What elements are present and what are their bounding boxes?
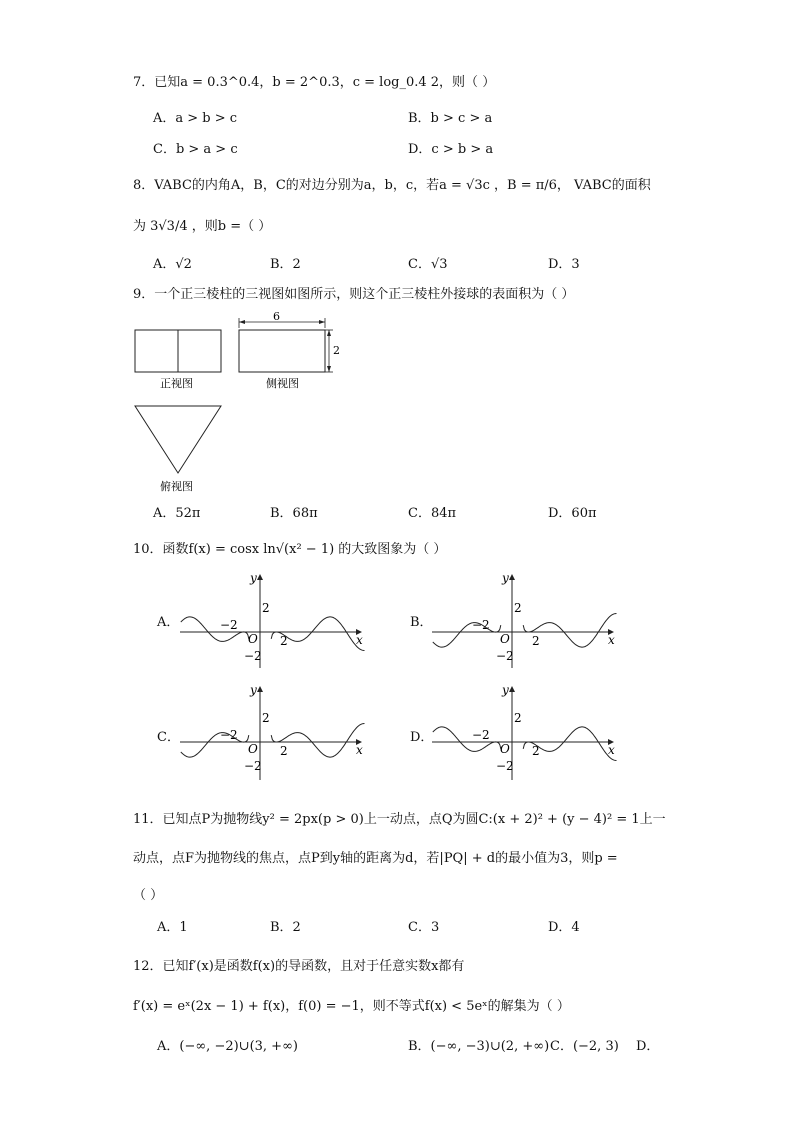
x-axis-label: x — [608, 743, 615, 757]
q10-stem: 10．函数f(x) = cosx ln√(x² − 1) 的大致图象为（ ） — [133, 542, 447, 557]
q7-option-c: C．b > a > c — [153, 142, 238, 157]
q10-graph-d — [430, 682, 620, 782]
q11-stem-line2: 动点，点F为抛物线的焦点，点P到y轴的距离为d，若|PQ| + d的最小值为3，则p = — [133, 851, 618, 866]
x-tick-pos: 2 — [532, 744, 540, 758]
y-tick-pos: 2 — [262, 601, 270, 615]
x-axis-label: x — [356, 633, 363, 647]
function-curve — [433, 727, 501, 752]
origin-label: O — [248, 632, 258, 646]
three-view-figure — [128, 308, 368, 508]
y-axis-label: y — [250, 683, 257, 697]
q9-option-c: C．84π — [408, 506, 457, 521]
y-tick-pos: 2 — [514, 601, 522, 615]
q9-option-b: B．68π — [270, 506, 318, 521]
q12-stem-line1: 12．已知f′(x)是函数f(x)的导函数，且对于任意实数x都有 — [133, 959, 465, 974]
q10-option-c-label: C． — [157, 730, 180, 745]
x-tick-pos: 2 — [280, 634, 288, 648]
side-view-height-label: 2 — [333, 344, 340, 357]
q12-option-b: B．(−∞, −3)∪(2, +∞) — [408, 1039, 550, 1054]
q9-stem: 9．一个正三棱柱的三视图如图所示，则这个正三棱柱外接球的表面积为（ ） — [133, 287, 575, 302]
y-tick-neg: −2 — [496, 759, 514, 773]
y-axis-label: y — [502, 571, 509, 585]
y-axis-label: y — [250, 571, 257, 585]
origin-label: O — [500, 742, 510, 756]
x-tick-neg: −2 — [472, 618, 490, 632]
x-axis-label: x — [608, 633, 615, 647]
function-curve — [433, 623, 501, 648]
q10-option-d-label: D． — [410, 730, 434, 745]
q10-graph-c — [178, 682, 368, 782]
y-tick-neg: −2 — [244, 649, 262, 663]
q8-option-c: C．√3 — [408, 257, 448, 272]
q12-option-d: D． — [636, 1039, 660, 1054]
q11-stem-line1: 11．已知点P为抛物线y² = 2px(p > 0)上一动点，点Q为圆C:(x + 2)² + (y − 4)² = 1上一 — [133, 812, 666, 827]
q8-option-a: A．√2 — [153, 257, 192, 272]
q8-option-d: D．3 — [548, 257, 580, 272]
q10-graph-b — [430, 570, 620, 670]
q12-option-a: A．(−∞, −2)∪(3, +∞) — [157, 1039, 298, 1054]
q9-option-a: A．52π — [153, 506, 201, 521]
q7-stem: 7．已知a = 0.3^0.4，b = 2^0.3，c = log_0.4 2，则（ ） — [133, 75, 496, 90]
function-curve — [181, 617, 249, 642]
side-view-width-label: 6 — [273, 310, 280, 323]
q7-option-b: B．b > c > a — [408, 111, 493, 126]
side-view-label: 侧视图 — [266, 377, 299, 390]
q10-option-b-label: B． — [410, 615, 433, 630]
x-axis-label: x — [356, 743, 363, 757]
y-tick-pos: 2 — [514, 711, 522, 725]
y-tick-pos: 2 — [262, 711, 270, 725]
function-curve — [181, 733, 249, 758]
q9-option-d: D．60π — [548, 506, 597, 521]
q7-option-d: D．c > b > a — [408, 142, 494, 157]
origin-label: O — [248, 742, 258, 756]
q10-option-a-label: A． — [157, 615, 180, 630]
q7-option-a: A．a > b > c — [153, 111, 238, 126]
top-view — [135, 406, 221, 473]
origin-label: O — [500, 632, 510, 646]
x-tick-neg: −2 — [220, 728, 238, 742]
q8-stem-line1: 8．VABC的内角A，B，C的对边分别为a，b，c，若a = √3c ，B = π/6， VABC的面积 — [133, 178, 651, 193]
q11-option-b: B．2 — [270, 920, 301, 935]
y-tick-neg: −2 — [244, 759, 262, 773]
top-view-label: 俯视图 — [160, 480, 193, 493]
q11-option-c: C．3 — [408, 920, 440, 935]
q12-option-c: C．(−2, 3) — [550, 1039, 619, 1054]
side-view — [239, 330, 325, 372]
q11-stem-line3: （ ） — [133, 888, 164, 903]
q11-option-a: A．1 — [157, 920, 188, 935]
x-tick-pos: 2 — [532, 634, 540, 648]
y-tick-neg: −2 — [496, 649, 514, 663]
front-view-label: 正视图 — [160, 377, 193, 390]
x-tick-neg: −2 — [472, 728, 490, 742]
q10-graph-a — [178, 570, 368, 670]
q8-stem-line2: 为 3√3/4 ，则b =（ ） — [133, 219, 272, 234]
x-tick-neg: −2 — [220, 618, 238, 632]
q12-stem-line2: f′(x) = eˣ(2x − 1) + f(x)，f(0) = −1，则不等式f(x) < 5eˣ的解集为（ ） — [133, 999, 570, 1014]
q11-option-d: D．4 — [548, 920, 580, 935]
q8-option-b: B．2 — [270, 257, 301, 272]
y-axis-label: y — [502, 683, 509, 697]
x-tick-pos: 2 — [280, 744, 288, 758]
